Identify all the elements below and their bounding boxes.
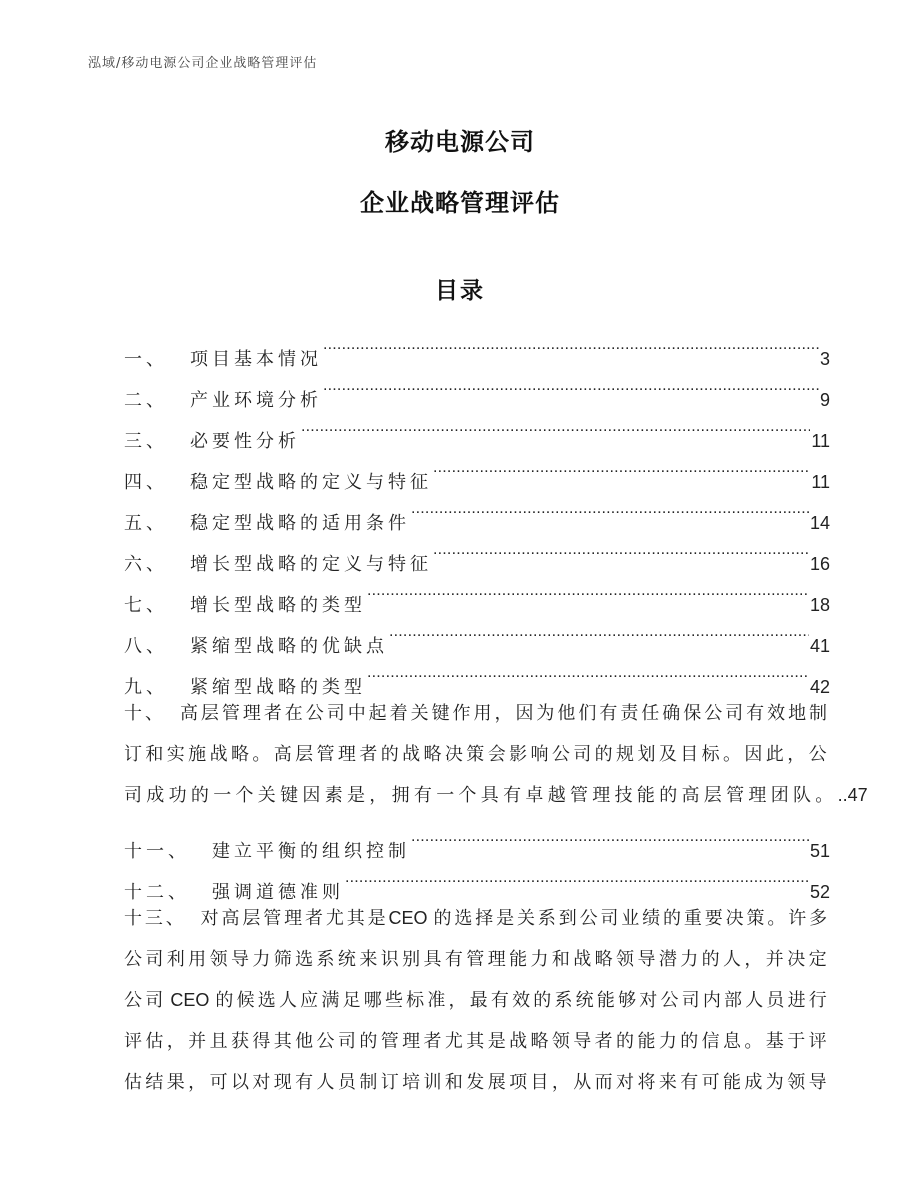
- toc-entry-number: 八、: [124, 636, 168, 657]
- toc-heading: 目录: [435, 278, 485, 304]
- toc-entry-long[interactable]: [124, 693, 868, 816]
- toc-entry-number: 二、: [124, 390, 168, 411]
- toc-dot-leader: [433, 529, 809, 570]
- toc-entry-label: 项目基本情况: [190, 349, 322, 370]
- document-title-line-1: 移动电源公司: [385, 128, 535, 156]
- toc-entry-text: 司成功的一个关键因素是，拥有一个具有卓越管理技能的高层管理团队。: [124, 785, 838, 806]
- toc-entry[interactable]: [124, 324, 830, 370]
- toc-entry-label: 紧缩型战略的优缺点: [190, 636, 388, 657]
- toc-entry-text-ceo: CEO: [388, 908, 428, 928]
- toc-entry-label: 必要性分析: [190, 431, 300, 452]
- toc-entry-page: 42: [809, 677, 830, 697]
- toc-entry-page: 52: [809, 882, 830, 902]
- toc-entry-page: 14: [809, 513, 830, 533]
- toc-entry-text: 公司: [124, 990, 167, 1011]
- toc-entry-line: 估结果，可以对现有人员制订培训和发展项目，从而对将来有可能成为领导: [124, 1072, 830, 1093]
- toc-entry-page: 11: [811, 472, 830, 492]
- toc-entry-number: 十三、: [124, 908, 187, 929]
- toc-dot-leader: [367, 570, 809, 611]
- toc-dot-leader: [433, 447, 810, 488]
- toc-entry-page: 47: [847, 785, 868, 805]
- toc-entry-number: 七、: [124, 595, 168, 616]
- toc-dot-leader: ..: [837, 785, 848, 805]
- toc-entry-text-ceo: CEO: [170, 990, 210, 1010]
- toc-dot-leader: [345, 857, 809, 898]
- toc-entry-number: 十二、: [124, 882, 190, 903]
- toc-entry-page: 11: [811, 431, 830, 451]
- toc-entry-number: 十一、: [124, 841, 190, 862]
- toc-entry-text: 高层管理者在公司中起着关键作用，因为他们有责任确保公司有效地制: [179, 703, 830, 724]
- toc-entry-label: 产业环境分析: [190, 390, 322, 411]
- toc-entry-number: 十、: [124, 703, 166, 724]
- toc-entry-label: 强调道德准则: [212, 882, 344, 903]
- running-header: 泓域/移动电源公司企业战略管理评估: [88, 56, 318, 71]
- toc-entry-page: 3: [819, 349, 830, 369]
- toc-entry-number: 一、: [124, 349, 168, 370]
- toc-entry-number: 三、: [124, 431, 168, 452]
- toc-entry-long[interactable]: [124, 898, 830, 1103]
- toc-entry-label: 增长型战略的定义与特征: [190, 554, 432, 575]
- toc-entry-page: 41: [809, 636, 830, 656]
- toc-entry-line: 订和实施战略。高层管理者的战略决策会影响公司的规划及目标。因此，公: [124, 744, 830, 765]
- toc-dot-leader: [411, 816, 809, 857]
- toc-entry-page: 9: [819, 390, 830, 410]
- toc-entry-page: 51: [809, 841, 830, 861]
- toc-dot-leader: [367, 652, 809, 693]
- toc-entry-number: 五、: [124, 513, 168, 534]
- toc-entry-line: [124, 980, 830, 1021]
- toc-entry-text: 的候选人应满足哪些标准，最有效的系统能够对公司内部人员进行: [215, 990, 830, 1011]
- toc-entry-label: 稳定型战略的适用条件: [190, 513, 410, 534]
- toc-entry-label: 建立平衡的组织控制: [212, 841, 410, 862]
- toc-dot-leader: [323, 324, 819, 365]
- toc-entry-label: 稳定型战略的定义与特征: [190, 472, 432, 493]
- toc-entry-page: 16: [809, 554, 830, 574]
- toc-entry-label: 紧缩型战略的类型: [190, 677, 366, 698]
- toc-entry-label: 增长型战略的类型: [190, 595, 366, 616]
- toc-entry-line: [124, 898, 830, 939]
- toc-dot-leader: [323, 365, 819, 406]
- toc-entry-line: 评估，并且获得其他公司的管理者尤其是战略领导者的能力的信息。基于评: [124, 1031, 830, 1052]
- toc-entry-number: 九、: [124, 677, 168, 698]
- table-of-contents: [124, 324, 868, 1103]
- toc-dot-leader: [301, 406, 810, 447]
- toc-entry[interactable]: [124, 816, 830, 862]
- toc-entry-page: 18: [809, 595, 830, 615]
- toc-dot-leader: [411, 488, 809, 529]
- toc-entry-line: [124, 775, 868, 816]
- toc-dot-leader: [389, 611, 809, 652]
- toc-entry-line: [124, 693, 830, 734]
- toc-entry-text: 的选择是关系到公司业绩的重要决策。许多: [433, 908, 830, 929]
- document-title-line-2: 企业战略管理评估: [360, 189, 560, 217]
- toc-entry-number: 四、: [124, 472, 168, 493]
- toc-entry-text: 对高层管理者尤其是: [200, 908, 389, 929]
- toc-entry-number: 六、: [124, 554, 168, 575]
- toc-entry-line: 公司利用领导力筛选系统来识别具有管理能力和战略领导潜力的人，并决定: [124, 949, 830, 970]
